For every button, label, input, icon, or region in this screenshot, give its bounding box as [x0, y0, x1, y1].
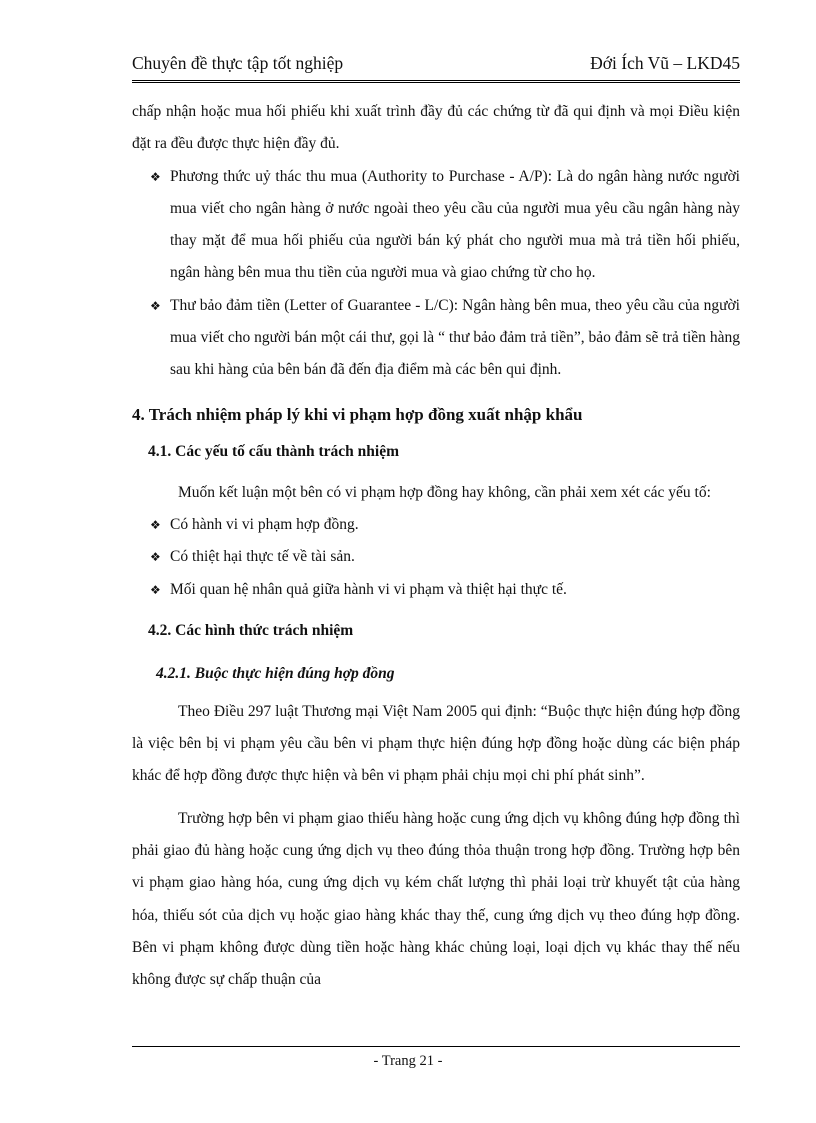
diamond-bullet-icon: ❖: [150, 517, 161, 532]
bullet-item: ❖ Phương thức uỷ thác thu mua (Authority to Purchase - A/P): Là do ngân hàng nước người mua viết cho ngân hàng ở nước ngoài theo yêu cầu của người mua yêu cầu ngân hàng này thay mặt để mua hối phiếu của người bán ký phát cho người mua mà trả tiền hối phiếu, ngân hàng bên mua thu tiền của người mua và giao chứng từ cho họ.: [132, 161, 740, 290]
list-item: ❖ Có hành vi vi phạm hợp đồng.: [132, 509, 740, 541]
subsection-heading: 4.1. Các yếu tố cấu thành trách nhiệm: [148, 442, 400, 460]
paragraph: Theo Điều 297 luật Thương mại Việt Nam 2005 qui định: “Buộc thực hiện đúng hợp đồng là việc bên bị vi phạm yêu cầu bên vi phạm thực hiện đúng hợp đồng hoặc dùng các biện pháp khác để hợp đồng được thực hiện và bên vi phạm phải chịu mọi chi phí phát sinh”.: [132, 702, 740, 785]
paragraph: Muốn kết luận một bên có vi phạm hợp đồng hay không, cần phải xem xét các yếu tố:: [178, 483, 711, 501]
section-heading: 4. Trách nhiệm pháp lý khi vi phạm hợp đồng xuất nhập khẩu: [132, 404, 583, 424]
subsubsection-heading: 4.2.1. Buộc thực hiện đúng hợp đồng: [156, 664, 395, 682]
diamond-bullet-icon: ❖: [150, 169, 161, 184]
list-item: ❖ Mối quan hệ nhân quả giữa hành vi vi phạm và thiệt hại thực tế.: [132, 574, 740, 606]
diamond-bullet-icon: ❖: [150, 582, 161, 597]
bullet-item: ❖ Thư bảo đảm tiền (Letter of Guarantee - L/C): Ngân hàng bên mua, theo yêu cầu của người mua viết cho người bán một cái thư, gọi là “ thư bảo đảm trả tiền”, bảo đảm sẽ trả tiền hàng sau khi hàng của bên bán đã đến địa điểm mà các bên qui định.: [132, 290, 740, 387]
diamond-bullet-icon: ❖: [150, 550, 161, 565]
page-body: [132, 96, 740, 997]
page-header: [132, 50, 740, 83]
paragraph: chấp nhận hoặc mua hối phiếu khi xuất trình đầy đủ các chứng từ đã qui định và mọi Điều kiện đặt ra đều được thực hiện đầy đủ.: [132, 103, 740, 153]
diamond-bullet-icon: ❖: [150, 298, 161, 313]
paragraph: Trường hợp bên vi phạm giao thiếu hàng hoặc cung ứng dịch vụ không đúng hợp đồng thì phải giao đủ hàng hoặc cung ứng dịch vụ theo đúng thỏa thuận trong hợp đồng. Trường hợp bên vi phạm giao hàng hóa, cung ứng dịch vụ kém chất lượng thì phải loại trừ khuyết tật của hàng hóa, thiếu sót của dịch vụ hoặc giao hàng khác thay thế, cung ứng dịch vụ theo đúng hợp đồng. Bên vi phạm không được dùng tiền hoặc hàng khác chủng loại, loại dịch vụ khác thay thế nếu không được sự chấp thuận của: [132, 809, 740, 989]
page-number: - Trang 21 -: [373, 1053, 443, 1069]
header-title: Chuyên đề thực tập tốt nghiệp: [132, 53, 344, 73]
header-author: Đới Ích Vũ – LKD45: [590, 53, 740, 73]
subsection-heading: 4.2. Các hình thức trách nhiệm: [148, 621, 354, 639]
footer-rule: [132, 1046, 740, 1047]
list-item: ❖ Có thiệt hại thực tế về tài sản.: [132, 541, 740, 573]
